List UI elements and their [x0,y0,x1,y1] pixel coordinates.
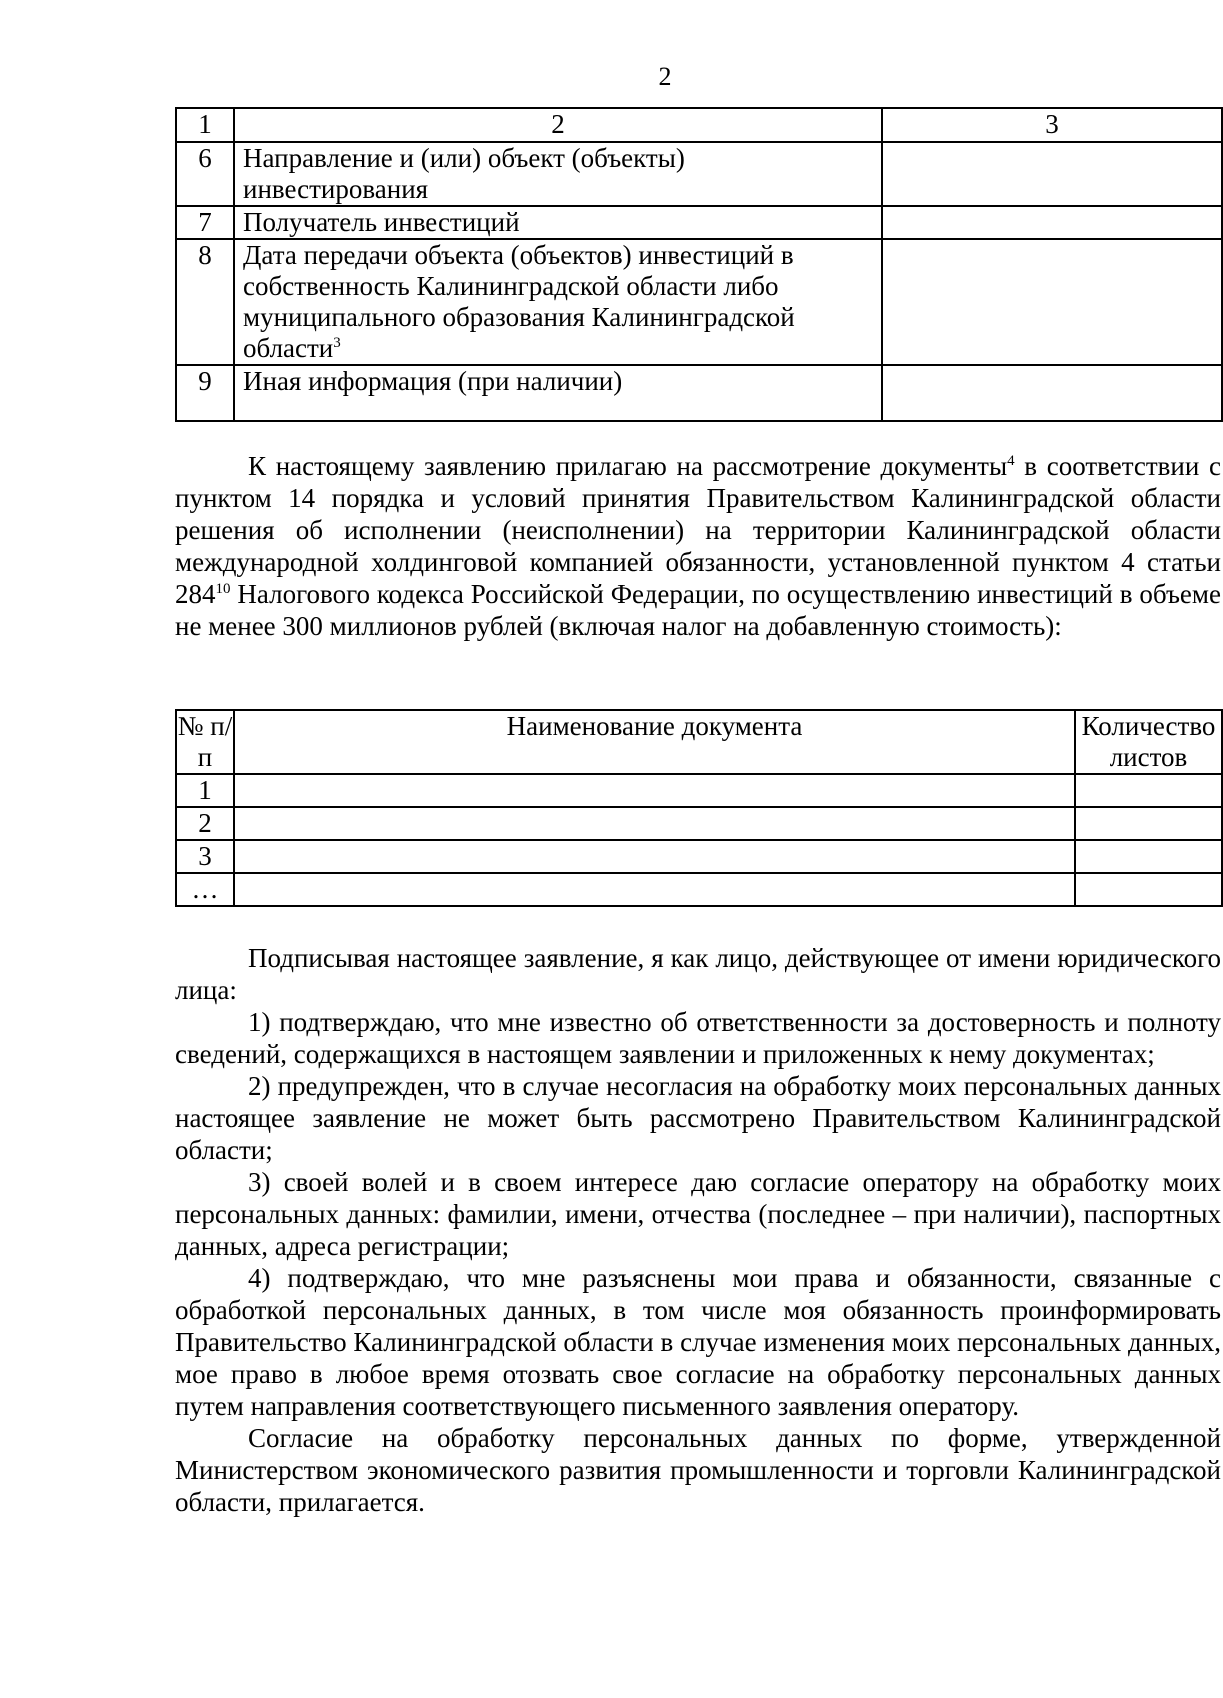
row-number: 3 [176,840,234,873]
consent-item-3: 3) своей волей и в своем интересе даю согласие оператору на обработку моих персональных данных: фамилии, имени, отчества (последнее – при наличии), паспортных данных, адреса регистрации; [175,1167,1221,1261]
row-number: 2 [176,807,234,840]
investment-info-table [175,107,1223,422]
footnote-marker: 3 [333,335,341,351]
documents-paragraph-block [175,450,1221,642]
page-number: 2 [658,62,672,91]
sheet-count-cell [1075,774,1222,807]
row-number: 7 [176,206,234,239]
row-text: Получатель инвестиций [234,206,882,239]
header-cell-1: 1 [176,108,234,142]
consent-closing: Согласие на обработку персональных данных по форме, утвержденной Министерством экономического развития промышленности и торговли Калининградской области, прилагается. [175,1423,1221,1517]
document-name-cell [234,807,1075,840]
consent-block [175,942,1221,1518]
consent-item-1: 1) подтверждаю, что мне известно об ответственности за достоверность и полноту сведений, содержащихся в настоящем заявлении и приложенных к нему документах; [175,1007,1221,1069]
paragraph-text: Налогового кодекса Российской Федерации, по осуществлению инвестиций в объеме не менее 300 миллионов рублей (включая налог на добавленную стоимость): [175,579,1221,641]
table-row [176,365,1222,421]
table-header-row [176,108,1222,142]
footnote-marker: 4 [1007,453,1015,469]
table-row [176,206,1222,239]
document-name-cell [234,873,1075,906]
footnote-marker: 10 [215,581,231,597]
table-row [176,774,1222,807]
column-header-count: Количество листов [1075,710,1222,774]
row-number: 8 [176,239,234,365]
paragraph-text: в соответствии с пунктом 14 порядка и условий принятия Правительством Калининградской области решения об исполнении (неисполнении) на территории Калининградской области международной холдинговой компанией обязанности, установленной пунктом 4 статьи 284 [175,451,1221,609]
row-value [882,206,1222,239]
table-row [176,840,1222,873]
sheet-count-cell [1075,840,1222,873]
consent-item-2: 2) предупрежден, что в случае несогласия на обработку моих персональных данных настоящее заявление не может быть рассмотрено Правительством Калининградской области; [175,1071,1221,1165]
row-number: 6 [176,142,234,206]
column-header-name: Наименование документа [234,710,1075,774]
consent-intro: Подписывая настоящее заявление, я как лицо, действующее от имени юридического лица: [175,943,1221,1005]
sheet-count-cell [1075,807,1222,840]
row-value [882,142,1222,206]
sheet-count-cell [1075,873,1222,906]
documents-paragraph [175,450,1221,642]
row-number: … [176,873,234,906]
table-row [176,142,1222,206]
document-name-cell [234,774,1075,807]
table-row [176,807,1222,840]
row-text-cell [234,239,882,365]
table-row [176,873,1222,906]
table-header-row [176,710,1222,774]
row-text: Направление и (или) объект (объекты) инвестирования [234,142,882,206]
row-number: 9 [176,365,234,421]
consent-item-4: 4) подтверждаю, что мне разъяснены мои права и обязанности, связанные с обработкой персональных данных, в том числе моя обязанность проинформировать Правительство Калининградской области в случае изменения моих персональных данных, мое право в любое время отозвать свое согласие на обработку персональных данных путем направления соответствующего письменного заявления оператору. [175,1263,1221,1421]
header-cell-2: 2 [234,108,882,142]
row-value [882,365,1222,421]
column-header-number: № п/п [177,711,233,772]
document-name-cell [234,840,1075,873]
header-cell-3: 3 [882,108,1222,142]
row-number: 1 [176,774,234,807]
row-value [882,239,1222,365]
row-text: Дата передачи объекта (объектов) инвестиций в собственность Калининградской области либо муниципального образования Калининградской области [243,240,795,363]
documents-list-table [175,709,1223,907]
table-row [176,239,1222,365]
paragraph-text: К настоящему заявлению прилагаю на рассмотрение документы [248,451,1008,481]
row-text: Иная информация (при наличии) [234,365,882,421]
